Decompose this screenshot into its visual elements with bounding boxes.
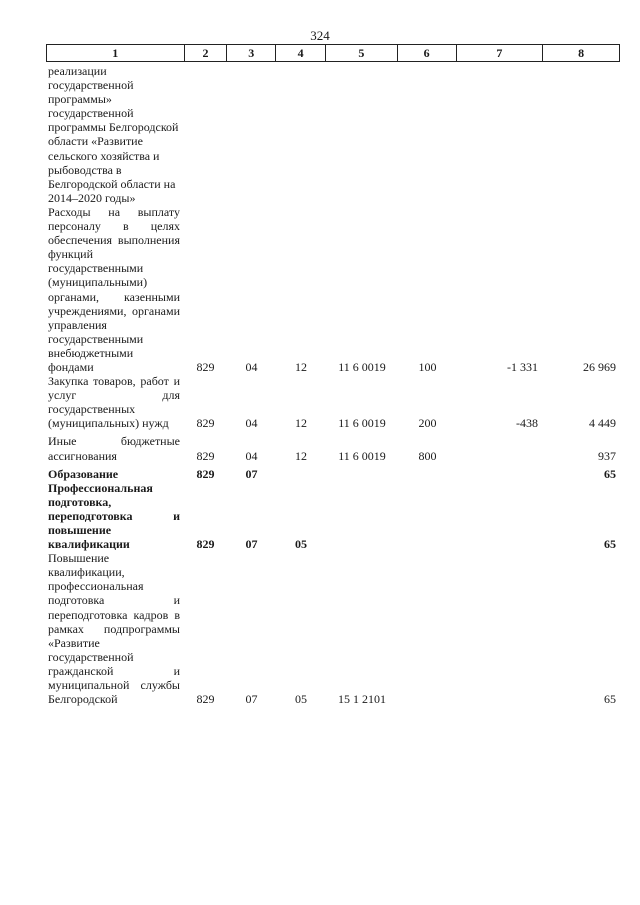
row-name: Образование [48, 466, 119, 481]
cell-code: 829 [196, 466, 215, 481]
table-row [46, 467, 620, 481]
cell-section: 04 [245, 416, 258, 431]
table-row [46, 481, 620, 551]
cell-type: 200 [418, 416, 437, 431]
header-col-8: 8 [578, 46, 585, 60]
cell-amount: 937 [598, 448, 616, 463]
cell-subsection: 12 [295, 448, 307, 463]
header-col-2: 2 [185, 45, 228, 61]
cell-change: -438 [516, 416, 538, 431]
header-col-5: 5 [326, 45, 398, 61]
cell-amount: 65 [604, 537, 616, 552]
row-name: Профессиональная подготовка, переподготовка и повышение квалификации [48, 480, 180, 552]
header-col-7: 7 [457, 45, 544, 61]
cell-subsection: 05 [295, 692, 307, 707]
header-col-4: 4 [276, 45, 326, 61]
cell-type: 100 [418, 359, 437, 374]
cell-target: 11 6 0019 [338, 448, 386, 463]
row-name: реализации государственной программы» государственной программы Белгородской области «Развитие сельского хозяйства и рыбоводства в Белгородской области на 2014–2020 годы» [48, 64, 179, 205]
table-row [46, 374, 620, 430]
row-name: Расходы на выплату персоналу в целях обеспечения выполнения функций государственными (муниципальными) органами, казенными учреждениями, органами управления государственными внебюджетными фондами [48, 204, 180, 374]
page-number: 324 [310, 28, 330, 43]
cell-target: 11 6 0019 [338, 416, 386, 431]
cell-subsection: 05 [295, 537, 307, 552]
cell-code: 829 [196, 359, 215, 374]
table-header [46, 44, 620, 62]
cell-amount: 65 [604, 466, 616, 481]
cell-amount: 65 [604, 692, 616, 707]
cell-target: 11 6 0019 [338, 359, 386, 374]
cell-change: -1 331 [507, 359, 538, 374]
cell-code: 829 [196, 692, 215, 707]
cell-code: 829 [196, 448, 215, 463]
cell-amount: 26 969 [583, 359, 616, 374]
table-row [46, 64, 620, 205]
cell-section: 07 [245, 466, 258, 481]
table-row [46, 434, 620, 462]
cell-target: 15 1 2101 [338, 692, 386, 707]
cell-section: 04 [245, 359, 258, 374]
cell-section: 07 [245, 692, 258, 707]
header-col-1: 1 [47, 45, 185, 61]
cell-subsection: 12 [295, 416, 307, 431]
row-name: Повышение квалификации, профессиональная подготовка и переподготовка кадров в рамках подпрограммы «Развитие государственной гражданской и муниципальной службы Белгородской [48, 551, 180, 707]
cell-section: 07 [245, 537, 258, 552]
cell-code: 829 [196, 416, 215, 431]
table-row [46, 205, 620, 374]
header-col-3: 3 [227, 45, 276, 61]
table-body [46, 64, 620, 706]
cell-subsection: 12 [295, 359, 307, 374]
cell-section: 04 [245, 448, 258, 463]
row-name: Иные бюджетные ассигнования [48, 434, 180, 463]
cell-type: 800 [418, 448, 437, 463]
cell-code: 829 [196, 537, 215, 552]
table-row [46, 551, 620, 706]
header-col-6: 6 [398, 45, 457, 61]
cell-amount: 4 449 [589, 416, 616, 431]
row-name: Закупка товаров, работ и услуг для государственных (муниципальных) нужд [48, 374, 180, 431]
